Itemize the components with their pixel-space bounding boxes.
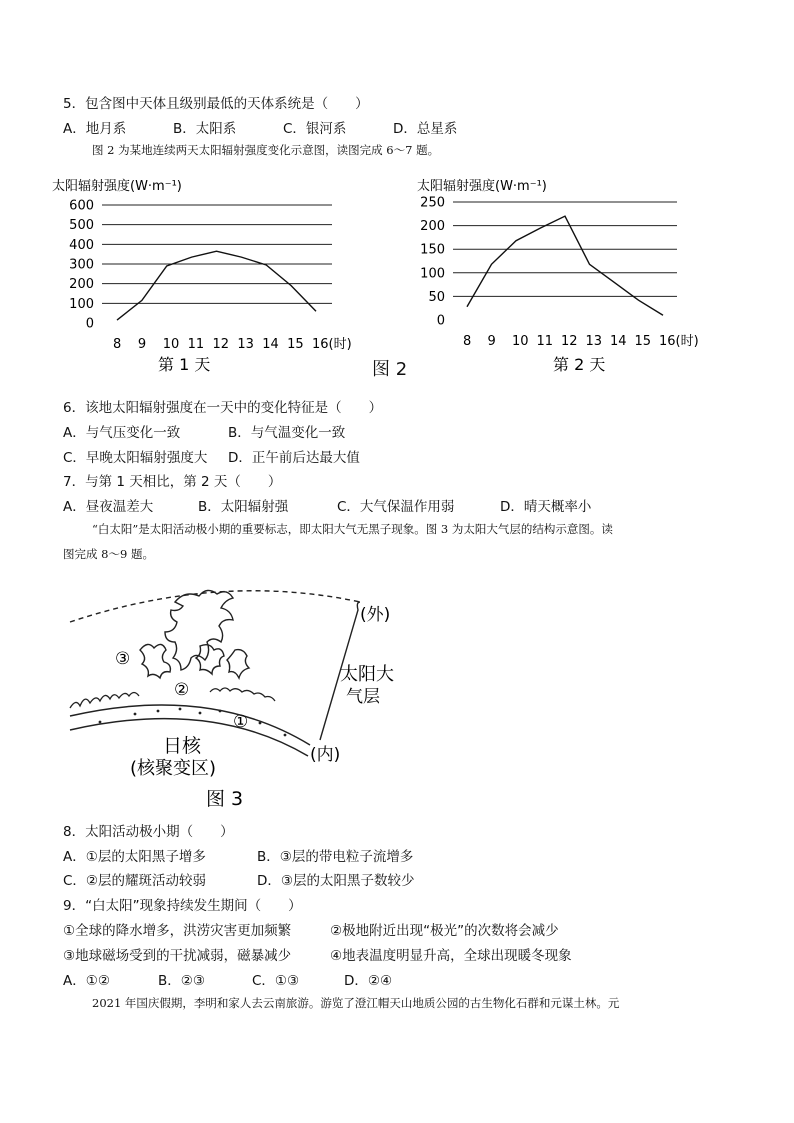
series-line bbox=[117, 251, 316, 320]
q9-statement-4: ④地表温度明显升高，全球出现暖冬现象 bbox=[330, 948, 572, 964]
q9-option-d: D．②④ bbox=[344, 973, 393, 989]
tail-paragraph: 2021 年国庆假期，李明和家人去云南旅游。游览了澄江帽天山地质公园的古生物化石群和元谋土林。元 bbox=[92, 996, 620, 1010]
y-tick-label: 600 bbox=[69, 198, 94, 214]
y-tick-label: 100 bbox=[69, 296, 94, 312]
x-tick-label: 13 bbox=[237, 337, 254, 352]
q9-statement-1: ①全球的降水增多，洪涝灾害更加频繁 bbox=[63, 923, 292, 939]
q8-stem: 8．太阳活动极小期（ ） bbox=[63, 824, 234, 840]
q6-stem: 6．该地太阳辐射强度在一天中的变化特征是（ ） bbox=[63, 400, 383, 416]
x-tick-label: 11 bbox=[536, 334, 554, 349]
y-tick-label: 100 bbox=[420, 266, 445, 282]
y-tick-label: 250 bbox=[420, 195, 445, 211]
q6-option-c: C．早晚太阳辐射强度大 bbox=[63, 450, 208, 466]
y-axis-label: 太阳辐射强度(W·m⁻¹) bbox=[52, 179, 182, 194]
label-2: ② bbox=[174, 680, 190, 700]
y-tick-label: 200 bbox=[69, 277, 94, 293]
x-tick-label: 14 bbox=[262, 337, 279, 352]
q6-option-b: B．与气温变化一致 bbox=[228, 425, 346, 441]
q5-option-d: D．总星系 bbox=[393, 121, 458, 137]
q7-option-d: D．晴天概率小 bbox=[500, 499, 592, 515]
q9-option-a: A．①② bbox=[63, 973, 110, 989]
fig2-chart-day2 bbox=[395, 170, 715, 380]
atmo-label-2: 气层 bbox=[346, 687, 380, 707]
x-tick-label: 12 bbox=[561, 334, 578, 349]
fig3-caption: 图 3 bbox=[206, 788, 244, 810]
chart-caption: 第 2 天 bbox=[553, 355, 606, 374]
fig3-intro-line1: “白太阳”是太阳活动极小期的重要标志，即太阳大气无黑子现象。图 3 为太阳大气层的结构示意图。读 bbox=[92, 522, 613, 536]
y-tick-label: 500 bbox=[69, 218, 94, 234]
q5-option-b: B．太阳系 bbox=[173, 121, 237, 137]
fig3-intro-line2: 图完成 8～9 题。 bbox=[63, 547, 154, 561]
y-axis-label: 太阳辐射强度(W·m⁻¹) bbox=[417, 179, 547, 194]
q7-option-a: A．昼夜温差大 bbox=[63, 499, 154, 515]
x-tick-label: 8 bbox=[113, 337, 122, 352]
y-tick-label: 0 bbox=[85, 316, 94, 332]
q5-stem: 5．包含图中天体且级别最低的天体系统是（ ） bbox=[63, 96, 369, 112]
x-tick-label: 15 bbox=[287, 337, 304, 352]
q5-option-a: A．地月系 bbox=[63, 121, 127, 137]
y-tick-label: 400 bbox=[69, 237, 94, 253]
x-tick-label: 15 bbox=[634, 334, 652, 349]
y-tick-label: 50 bbox=[428, 289, 445, 305]
x-tick-label: 12 bbox=[212, 337, 230, 352]
y-tick-label: 300 bbox=[69, 257, 94, 273]
core-label-2: (核聚变区) bbox=[130, 758, 217, 779]
outer-label: (外) bbox=[360, 605, 391, 625]
y-tick-label: 0 bbox=[436, 313, 445, 329]
q8-option-a: A．①层的太阳黑子增多 bbox=[63, 849, 206, 865]
q6-option-d: D．正午前后达最大值 bbox=[228, 450, 360, 466]
x-tick-label: 10 bbox=[162, 337, 180, 352]
q9-statement-3: ③地球磁场受到的干扰减弱，磁暴减少 bbox=[63, 948, 292, 964]
fig3-diagram bbox=[60, 580, 420, 810]
x-tick-label: 16(时) bbox=[659, 334, 699, 349]
x-tick-label: 8 bbox=[463, 334, 472, 349]
atmo-label-1: 太阳大 bbox=[340, 664, 394, 685]
q9-option-c: C．①③ bbox=[252, 973, 300, 989]
x-tick-label: 16(时) bbox=[312, 337, 352, 352]
fig2-intro: 图 2 为某地连续两天太阳辐射强度变化示意图，读图完成 6～7 题。 bbox=[92, 143, 440, 157]
q8-option-b: B．③层的带电粒子流增多 bbox=[257, 849, 414, 865]
y-tick-label: 200 bbox=[420, 219, 445, 235]
core-label-1: 日核 bbox=[163, 735, 202, 757]
q8-option-d: D．③层的太阳黑子数较少 bbox=[257, 873, 415, 889]
q9-stem: 9．“白太阳”现象持续发生期间（ ） bbox=[63, 898, 302, 914]
x-tick-label: 10 bbox=[512, 334, 529, 349]
x-tick-label: 11 bbox=[187, 337, 205, 352]
x-tick-label: 9 bbox=[487, 334, 496, 349]
label-1: ① bbox=[233, 712, 249, 732]
fig2-chart-day1 bbox=[50, 170, 408, 380]
chart-caption: 第 1 天 bbox=[158, 355, 211, 374]
q8-option-c: C．②层的耀斑活动较弱 bbox=[63, 873, 207, 889]
y-tick-label: 150 bbox=[420, 242, 445, 258]
q7-stem: 7．与第 1 天相比，第 2 天（ ） bbox=[63, 474, 282, 490]
inner-label: (内) bbox=[310, 745, 341, 765]
q9-option-b: B．②③ bbox=[158, 973, 205, 989]
outer-boundary bbox=[70, 591, 360, 740]
x-tick-label: 9 bbox=[137, 337, 147, 352]
x-tick-label: 14 bbox=[610, 334, 627, 349]
label-3: ③ bbox=[115, 649, 131, 669]
q7-option-b: B．太阳辐射强 bbox=[198, 499, 289, 515]
q7-option-c: C．大气保温作用弱 bbox=[337, 499, 455, 515]
q9-statement-2: ②极地附近出现“极光”的次数将会减少 bbox=[330, 923, 559, 939]
q6-option-a: A．与气压变化一致 bbox=[63, 425, 181, 441]
corona-prominences bbox=[140, 590, 249, 678]
series-line bbox=[467, 216, 663, 315]
fig2-label: 图 2 bbox=[372, 359, 408, 380]
x-tick-label: 13 bbox=[585, 334, 603, 349]
q5-option-c: C．银河系 bbox=[283, 121, 347, 137]
